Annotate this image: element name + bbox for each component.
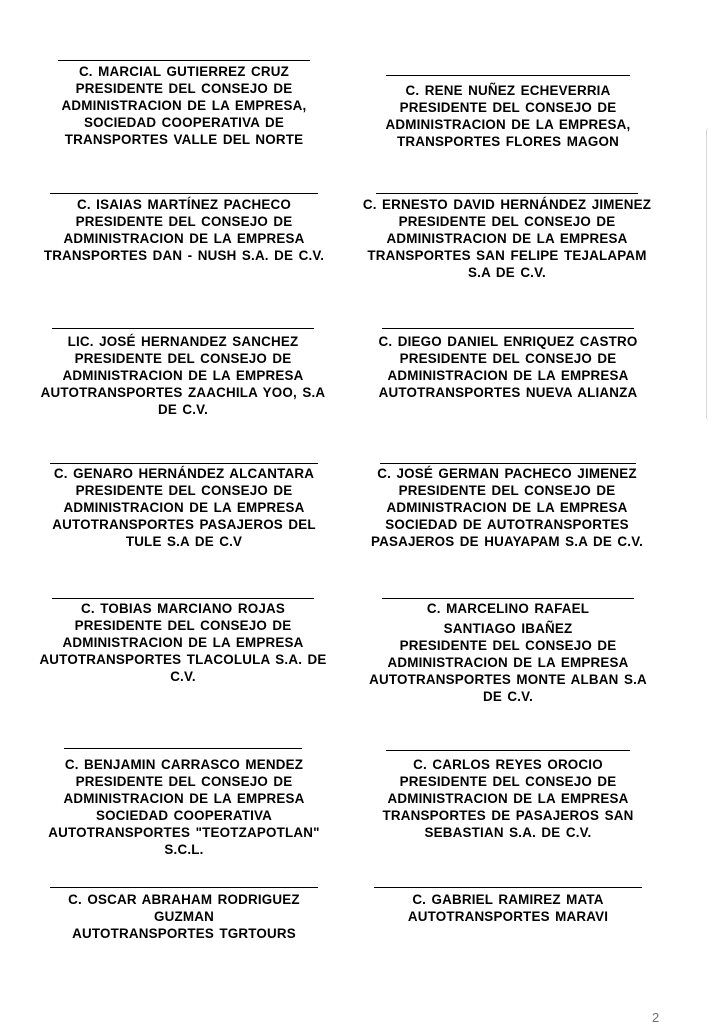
signer-text-line: PRESIDENTE DEL CONSEJO DE [75,774,293,789]
signer-name: SANTIAGO IBAÑEZ [443,621,573,636]
signer-text-line: PRESIDENTE DEL CONSEJO DE [75,483,293,498]
signature-block [358,82,658,150]
signer-text-line: S.C.L. [164,842,204,857]
signer-text-line: PRESIDENTE DEL CONSEJO DE [398,214,616,229]
signer-text-line: TRANSPORTES DE PASAJEROS SAN [382,808,634,823]
signer-text-line: AUTOTRANSPORTES MARAVI [407,909,609,924]
signer-text-line: PRESIDENTE DEL CONSEJO DE [398,483,616,498]
signer-name: C. CARLOS REYES OROCIO [413,757,603,772]
signer-text-line: AUTOTRANSPORTES TLACOLULA S.A. DE [39,652,327,667]
signature-block [30,600,336,685]
signature-line [386,75,630,76]
signer-name: C. MARCELINO RAFAEL [426,601,590,616]
signer-text-line: PRESIDENTE DEL CONSEJO DE [75,81,293,96]
signature-block [34,465,334,550]
signer-text-line: ADMINISTRACION DE LA EMPRESA [387,368,629,383]
signature-line [58,60,310,61]
signature-block [358,333,658,401]
signer-text-line: ADMINISTRACION DE LA EMPRESA, [61,98,307,113]
signer-text-line: ADMINISTRACION DE LA EMPRESA [387,791,629,806]
signer-text-line: TRANSPORTES DAN - NUSH S.A. DE C.V. [43,248,325,263]
signer-text-line: ADMINISTRACION DE LA EMPRESA [63,231,305,246]
signer-text-line: AUTOTRANSPORTES "TEOTZAPOTLAN" [48,825,320,840]
signer-text-line: TULE S.A DE C.V [125,534,243,549]
signature-line [64,748,302,749]
signer-name: C. BENJAMIN CARRASCO MENDEZ [64,757,304,772]
signature-line [382,598,634,599]
signer-name: C. ISAIAS MARTÍNEZ PACHECO [76,197,292,212]
signature-line [50,193,318,194]
signer-text-line: ADMINISTRACION DE LA EMPRESA [63,500,305,515]
signer-text-line: PASAJEROS DE HUAYAPAM S.A DE C.V. [370,534,644,549]
signer-text-line: DE C.V. [482,689,534,704]
signer-text-line: AUTOTRANSPORTES ZAACHILA YOO, S.A [40,385,326,400]
signer-text-line: PRESIDENTE DEL CONSEJO DE [399,351,617,366]
signer-text-line: PRESIDENTE DEL CONSEJO DE [399,638,617,653]
signature-block [34,196,334,264]
signature-block [34,756,334,858]
signer-text-line: TRANSPORTES SAN FELIPE TEJALAPAM [367,248,647,263]
signature-block [30,333,336,418]
signature-line [52,598,314,599]
signer-text-line: AUTOTRANSPORTES TGRTOURS [72,926,296,941]
signer-text-line: S.A DE C.V. [468,265,546,280]
signature-block [352,465,662,550]
signer-text-line: TRANSPORTES VALLE DEL NORTE [64,132,304,147]
signature-line [52,328,314,329]
signer-text-line: PRESIDENTE DEL CONSEJO DE [74,618,292,633]
signature-block [358,756,658,841]
signer-text-line: ADMINISTRACION DE LA EMPRESA [62,635,304,650]
signer-name: GUZMAN [154,909,214,924]
signer-name: C. OSCAR ABRAHAM RODRIGUEZ [68,892,300,907]
signature-line [374,887,642,888]
signature-block [358,600,658,705]
signer-name: C. RENE NUÑEZ ECHEVERRIA [405,83,611,98]
signer-name: C. GENARO HERNÁNDEZ ALCANTARA [53,466,315,481]
page-edge-mark [706,128,709,420]
signature-line [376,193,638,194]
signer-text-line: AUTOTRANSPORTES MONTE ALBAN S.A [369,672,647,687]
signature-line [380,463,636,464]
signer-name: C. TOBIAS MARCIANO ROJAS [81,601,285,616]
signature-line [50,887,318,888]
signer-text-line: PRESIDENTE DEL CONSEJO DE [74,351,292,366]
signature-line [386,750,630,751]
signer-text-line: PRESIDENTE DEL CONSEJO DE [399,774,617,789]
signature-line [50,463,318,464]
signer-text-line: ADMINISTRACION DE LA EMPRESA [386,500,628,515]
signer-name: C. MARCIAL GUTIERREZ CRUZ [78,64,290,79]
signer-text-line: SEBASTIAN S.A. DE C.V. [424,825,592,840]
signer-text-line: PRESIDENTE DEL CONSEJO DE [75,214,293,229]
signer-text-line: ADMINISTRACION DE LA EMPRESA [62,368,304,383]
signer-text-line: AUTOTRANSPORTES PASAJEROS DEL [52,517,316,532]
signer-text-line: ADMINISTRACION DE LA EMPRESA [387,655,629,670]
signer-text-line: SOCIEDAD DE AUTOTRANSPORTES [385,517,629,532]
signer-text-line: DE C.V. [157,402,209,417]
signer-text-line: AUTOTRANSPORTES NUEVA ALIANZA [378,385,638,400]
signer-name: C. GABRIEL RAMIREZ MATA [412,892,604,907]
signer-text-line: ADMINISTRACION DE LA EMPRESA [63,791,305,806]
signer-text-line: SOCIEDAD COOPERATIVA DE [83,115,285,130]
signer-text-line: C.V. [170,669,196,684]
signer-name: C. DIEGO DANIEL ENRIQUEZ CASTRO [378,334,638,349]
signature-block [34,63,334,148]
signer-name: LIC. JOSÉ HERNANDEZ SANCHEZ [67,334,299,349]
signer-name: C. ERNESTO DAVID HERNÁNDEZ JIMENEZ [362,197,652,212]
signer-text-line: ADMINISTRACION DE LA EMPRESA, [385,117,631,132]
page-number: 2 [652,1010,660,1025]
signer-text-line: ADMINISTRACION DE LA EMPRESA [386,231,628,246]
signer-text-line: SOCIEDAD COOPERATIVA [95,808,273,823]
signer-name: C. JOSÉ GERMAN PACHECO JIMENEZ [377,466,637,481]
signature-block [352,196,662,281]
signer-text-line: PRESIDENTE DEL CONSEJO DE [399,100,617,115]
signature-block [358,891,658,925]
signature-line [382,328,634,329]
signer-text-line: TRANSPORTES FLORES MAGON [396,134,620,149]
signature-block [34,891,334,942]
